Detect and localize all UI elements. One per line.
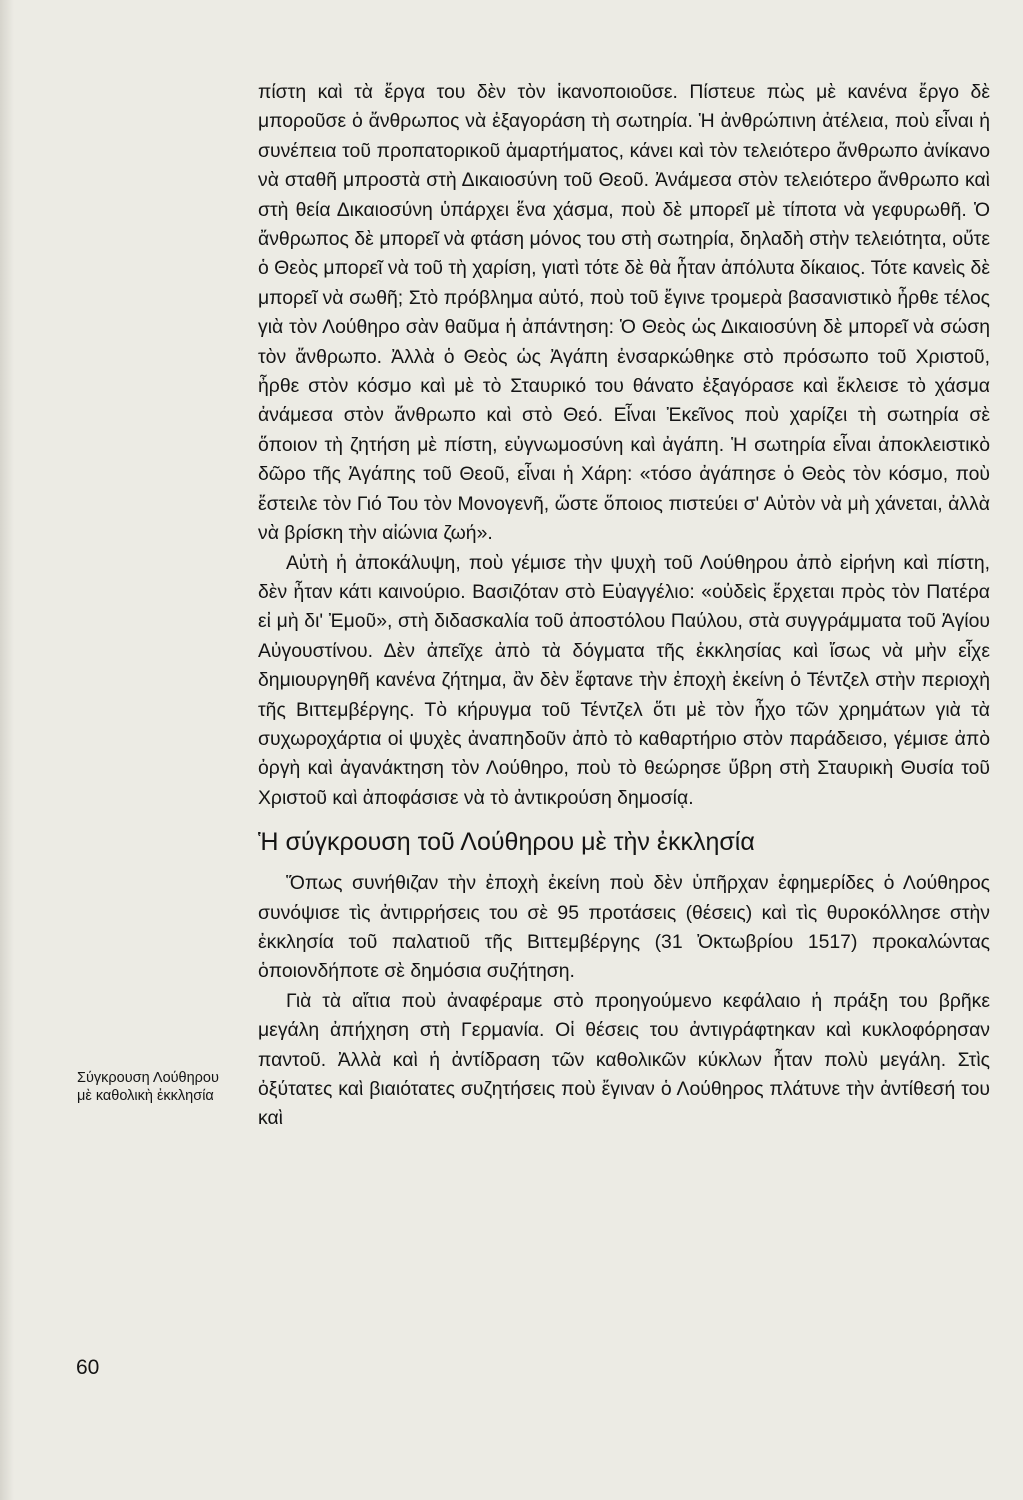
paragraph-salvation: πίστη καὶ τὰ ἔργα του δὲν τὸν ἱκανοποιοῦσε. Πίστευε πὼς μὲ κανένα ἔργο δὲ μποροῦσε ὁ ἄνθρωπος νὰ ἐξαγοράση τὴ σωτηρία. Ἡ ἀνθρώπινη ἀτέλεια, ποὺ εἶναι ἡ συνέπεια τοῦ προπατορικοῦ ἁμαρτήματος, κάνει καὶ τὸν τελειότερο ἄνθρωπο ἀνίκανο νὰ σταθῆ μπροστὰ στὴ Δικαιοσύνη τοῦ Θεοῦ. Ἀνάμεσα στὸν τελειότερο ἄνθρωπο καὶ στὴ θεία Δικαιοσύνη ὑπάρχει ἕνα χάσμα, ποὺ δὲ μπορεῖ μὲ τίποτα νὰ γεφυρωθῆ. Ὁ ἄνθρωπος δὲ μπορεῖ νὰ φτάση μόνος του στὴ σωτηρία, δηλαδὴ στὴν τελειότητα, οὔτε ὁ Θεὸς μπορεῖ νὰ τοῦ τὴ χαρίση, γιατὶ τότε δὲ θὰ ἦταν ἀπόλυτα δίκαιος. Τότε κανεὶς δὲ μπορεῖ νὰ σωθῆ; Στὸ πρόβλημα αὐτό, ποὺ τοῦ ἔγινε τρομερὰ βασανιστικὸ ἦρθε τέλος γιὰ τὸν Λούθηρο σὰν θαῦμα ἡ ἀπάντηση: Ὁ Θεὸς ὡς Δικαιοσύνη δὲ μπορεῖ νὰ σώση τὸν ἄνθρωπο. Ἀλλὰ ὁ Θεὸς ὡς Ἀγάπη ἐνσαρκώθηκε στὸ πρόσωπο τοῦ Χριστοῦ, ἦρθε στὸν κόσμο καὶ μὲ τὸ Σταυρικό του θάνατο ἐξαγόρασε καὶ ἔκλεισε τὸ χάσμα ἀνάμεσα στὸν ἄνθρωπο καὶ στὸ Θεό. Εἶναι Ἐκεῖνος ποὺ χαρίζει τὴ σωτηρία σὲ ὅποιον τὴ ζητήση μὲ πίστη, εὐγνωμοσύνη καὶ ἀγάπη. Ἡ σωτηρία εἶναι ἀποκλειστικὸ δῶρο τῆς Ἀγάπης τοῦ Θεοῦ, εἶναι ἡ Χάρη: «τόσο ἀγάπησε ὁ Θεὸς τὸν κόσμο, ποὺ ἔστειλε τὸν Γιό Του τὸν Μονογενῆ, ὥστε ὅποιος πιστεύει σ' Αὐτὸν νὰ μὴ χάνεται, ἀλλὰ νὰ βρίσκη τὴν αἰώνια ζωή».	[258, 81, 990, 545]
page-number: 60	[76, 1356, 100, 1379]
paragraph-95-theses: Ὅπως συνήθιζαν τὴν ἐποχὴ ἐκείνη ποὺ δὲν ὑπῆρχαν ἐφημερίδες ὁ Λούθηρος συνόψισε τὶς ἀντιρρήσεις του σὲ 95 προτάσεις (θέσεις) καὶ τὶς θυροκόλλησε στὴν ἐκκλησία τοῦ παλατιοῦ τῆς Βιττεμβέργης (31 Ὀκτωβρίου 1517) προκαλώντας ὁποιονδήποτε σὲ δημόσια συζήτηση.	[258, 872, 990, 983]
margin-note: Σύγκρουση Λούθηρου μὲ καθολικὴ ἐκκλησία	[77, 1070, 219, 1104]
main-text-column	[258, 78, 990, 1134]
paragraph-reaction: Γιὰ τὰ αἴτια ποὺ ἀναφέραμε στὸ προηγούμενο κεφάλαιο ἡ πράξη του βρῆκε μεγάλη ἀπήχηση στὴ Γερμανία. Οἱ θέσεις του ἀντιγράφτηκαν καὶ κυκλοφόρησαν παντοῦ. Ἀλλὰ καὶ ἡ ἀντίδραση τῶν καθολικῶν κύκλων ἦταν πολὺ μεγάλη. Στὶς ὀξύτατες καὶ βιαιότατες συζητήσεις ποὺ ἔγιναν ὁ Λούθηρος πλάτυνε τὴν ἀντίθεσή του καὶ	[258, 989, 990, 1130]
paragraph-revelation: Αὐτὴ ἡ ἀποκάλυψη, ποὺ γέμισε τὴν ψυχὴ τοῦ Λούθηρου ἀπὸ εἰρήνη καὶ πίστη, δὲν ἦταν κάτι καινούριο. Βασιζόταν στὸ Εὐαγγέλιο: «οὐδεὶς ἔρχεται πρὸς τὸν Πατέρα εἰ μὴ δι' Ἐμοῦ», στὴ διδασκαλία τοῦ ἀποστόλου Παύλου, στὰ συγγράμματα τοῦ Ἁγίου Αὐγουστίνου. Δὲν ἀπεῖχε ἀπὸ τὰ δόγματα τῆς ἐκκλησίας καὶ ἴσως νὰ μὴν εἶχε δημιουργηθῆ κανένα ζήτημα, ἂν δὲν ἔφτανε τὴν ἐποχὴ ἐκείνη ὁ Τέντζελ στὴν περιοχὴ τῆς Βιττεμβέργης. Τὸ κήρυγμα τοῦ Τέντζελ ὅτι μὲ τὸν ἦχο τῶν χρημάτων γιὰ τὰ συχωροχάρτια οἱ ψυχὲς ἀναπηδοῦν ἀπὸ τὸ καθαρτήριο στὸν παράδεισο, γέμισε ἀπὸ ὀργὴ καὶ ἀγανάκτηση τὸν Λούθηρο, ποὺ τὸ θεώρησε ὕβρη στὴ Σταυρικὴ Θυσία τοῦ Χριστοῦ καὶ ἀποφάσισε νὰ τὸ ἀντικρούση δημοσίᾳ.	[258, 551, 990, 809]
binding-gutter	[0, 0, 14, 1500]
section-heading: Ἡ σύγκρουση τοῦ Λούθηρου μὲ τὴν ἐκκλησία	[258, 828, 755, 857]
